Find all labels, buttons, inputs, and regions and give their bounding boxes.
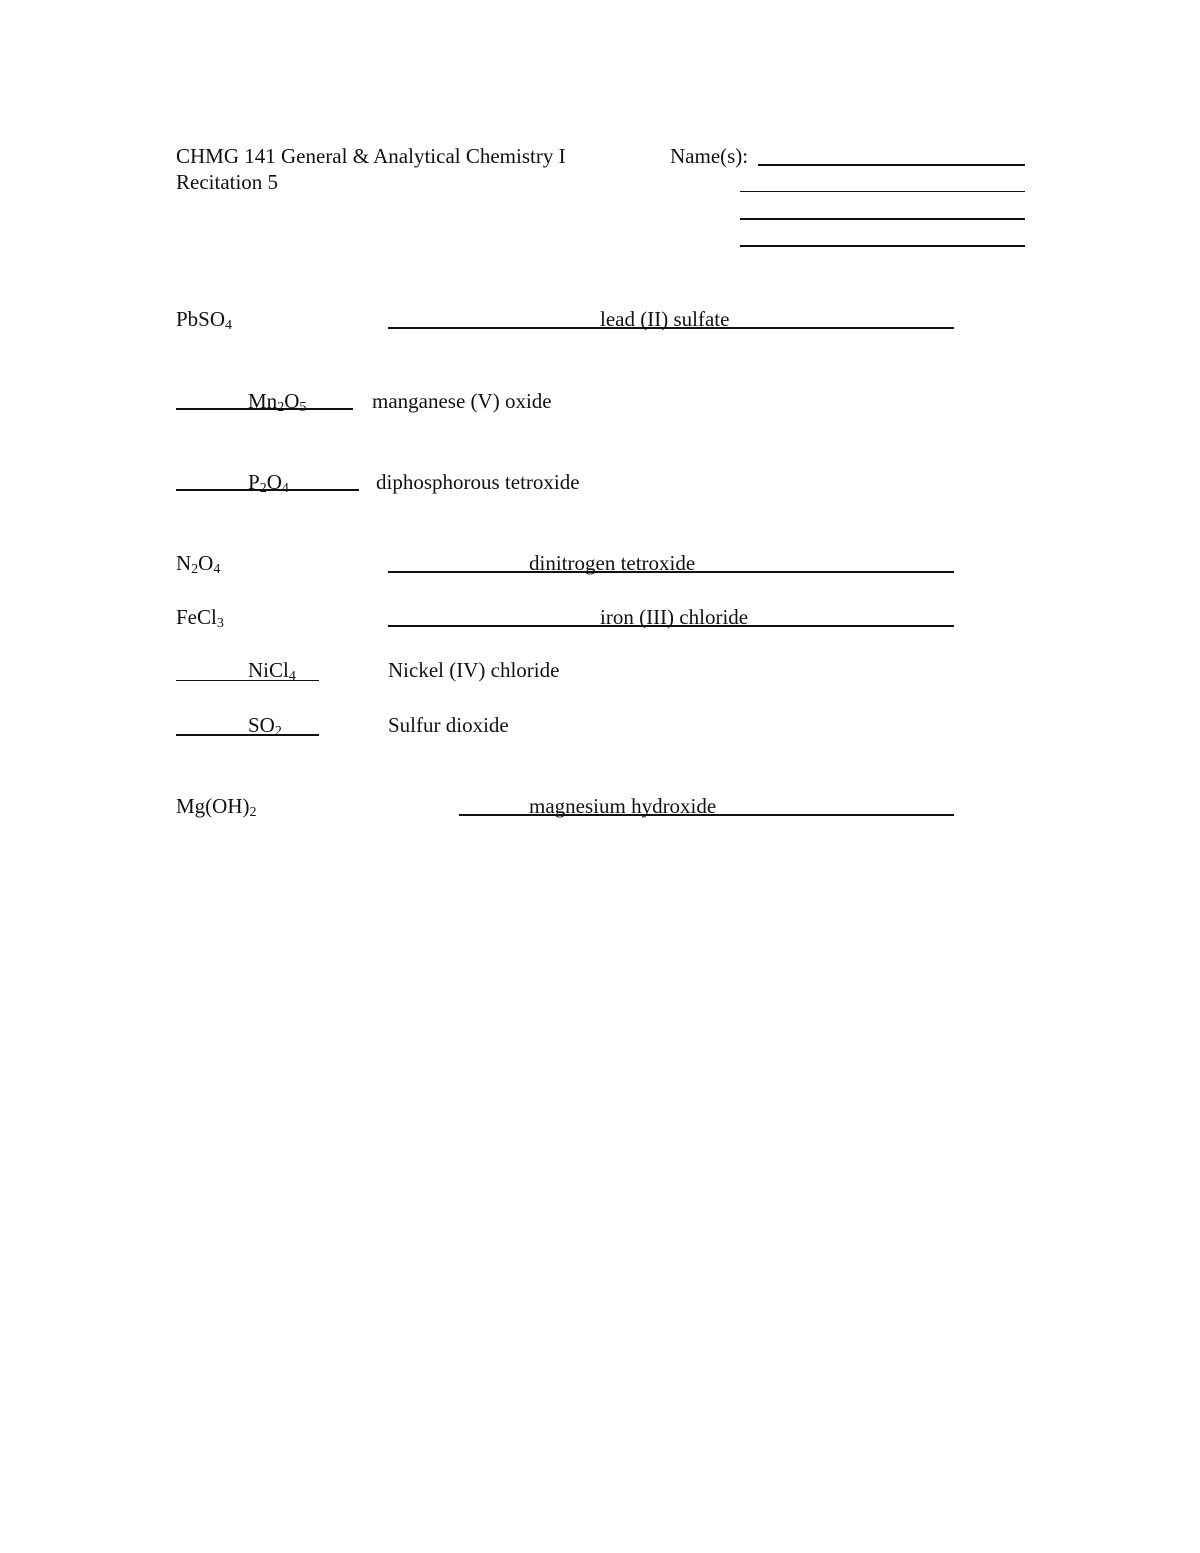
formula-n2o4: $N_2O_4$ <box>176 551 221 577</box>
formula-mgoh2: $Mg(OH)_2$ <box>176 794 257 820</box>
formula-fecl3: FeCl$_3$ <box>176 605 224 631</box>
name-nickel-iv-chloride: Nickel (IV) chloride <box>388 658 560 682</box>
course-title: CHMG 141 General & Analytical Chemistry I <box>176 144 566 168</box>
formula-line-7[interactable] <box>176 734 319 736</box>
answer-magnesium-hydroxide: magnesium hydroxide <box>529 794 717 818</box>
name-manganese-v-oxide: manganese (V) oxide <box>372 389 552 413</box>
name-line-1[interactable] <box>758 164 1025 166</box>
name-line-3[interactable] <box>740 218 1025 220</box>
answer-line-4[interactable] <box>388 571 954 573</box>
name-sulfur-dioxide: Sulfur dioxide <box>388 713 509 737</box>
name-line-4[interactable] <box>740 245 1025 247</box>
answer-iron-iii-chloride: iron (III) chloride <box>600 605 749 629</box>
formula-line-6[interactable] <box>176 680 319 681</box>
recitation-subtitle: Recitation 5 <box>176 170 279 194</box>
formula-so2: $SO_2$ <box>248 713 282 739</box>
formula-line-3[interactable] <box>176 489 359 491</box>
formula-pbso4: PbSO$_4$ <box>176 307 233 333</box>
formula-mn2o5: $Mn_2O_5$ <box>248 389 307 415</box>
formula-line-2[interactable] <box>176 408 353 410</box>
answer-line-5[interactable] <box>388 625 954 627</box>
answer-line-8[interactable] <box>459 814 954 816</box>
name-line-2[interactable] <box>740 191 1025 192</box>
formula-p2o4: $P_2O_4$ <box>248 470 289 496</box>
names-label: Name(s): <box>670 144 749 168</box>
answer-line-1[interactable] <box>388 327 954 329</box>
name-diphosphorous-tetroxide: diphosphorous tetroxide <box>376 470 580 494</box>
answer-dinitrogen-tetroxide: dinitrogen tetroxide <box>529 551 696 575</box>
answer-lead-ii-sulfate: lead (II) sulfate <box>600 307 730 331</box>
formula-nicl4: NiCl$_4$ <box>248 658 296 684</box>
